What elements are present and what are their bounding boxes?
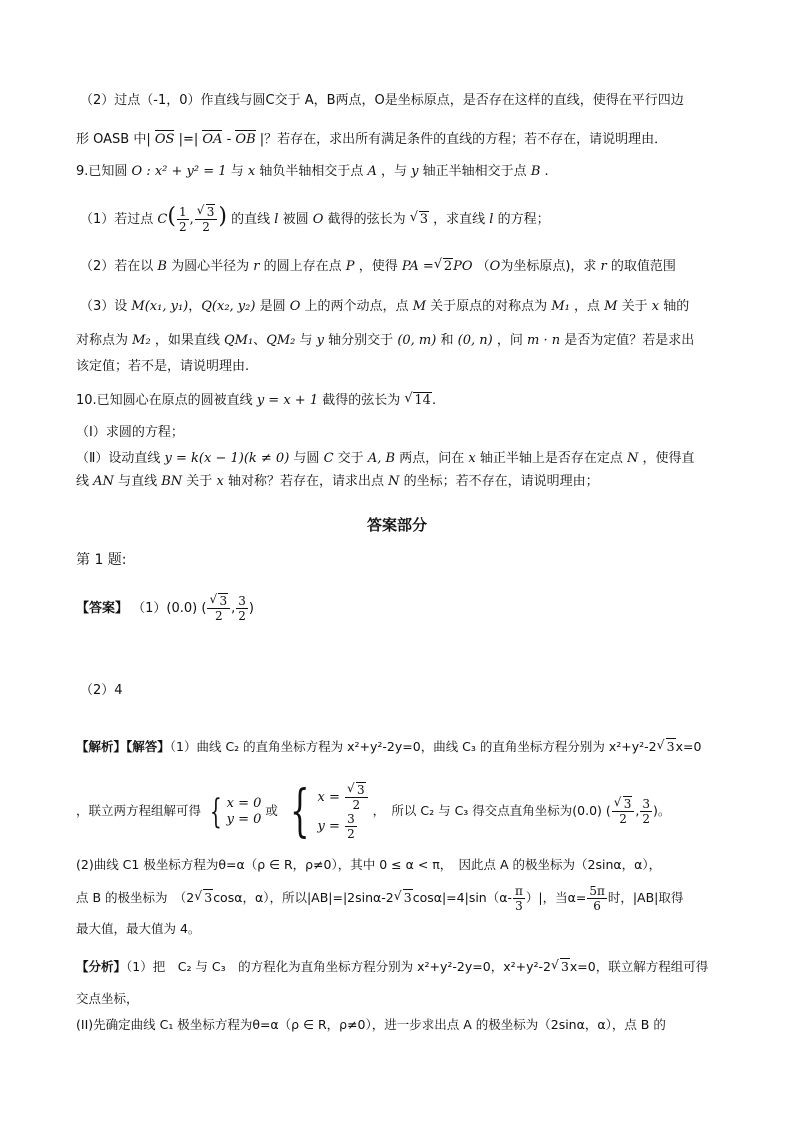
q10-stem [76, 392, 436, 410]
fraction: $\frac{3}{2}$ [238, 594, 246, 623]
q9-var-r: r [600, 259, 607, 274]
q10-stem-text: 10.已知圆心在原点的圆被直线 [76, 393, 253, 408]
q9-stem-text: 轴负半轴相交于点 [259, 164, 364, 179]
fraction: $\frac{3}{2}$ [642, 797, 651, 826]
q10-stem-text: . [431, 393, 437, 408]
q9-part1-text: 的直线 [231, 212, 271, 227]
q9-part2-text: 为圆心半径为 [171, 259, 250, 274]
q10-line-bn: BN [161, 474, 183, 489]
q9-point-m: M [412, 299, 427, 314]
vector-ob: OB [235, 132, 256, 147]
q10-part-ii-line2 [76, 473, 599, 491]
analysis-tag: 【分析】 [76, 959, 127, 974]
q9-part3-text: （3）设 [80, 299, 128, 314]
sqrt-expression: √ 3 [657, 738, 676, 756]
q9-part3-text: 该定值；若不是，请说明理由. [76, 359, 250, 374]
vector-oa: OA [202, 132, 223, 147]
answers-heading: 答案部分 [366, 516, 427, 534]
q10-part-ii-text: （Ⅱ）设动直线 [76, 451, 161, 466]
analysis-text: 交点坐标， [76, 991, 139, 1006]
q9-part3-text: 上的两个动点，点 [304, 299, 409, 314]
equation-system-2: x = √ $\frac{3}{2}$ y = $\frac{3}{2}$ [318, 783, 369, 841]
q9-point-b: B [530, 164, 541, 179]
answer-1-text: ) [248, 601, 254, 616]
brace-icon: { [209, 791, 222, 832]
q9-point-p: P [345, 259, 355, 274]
q9-part2-text: ，使得 [358, 259, 398, 274]
q10-part-ii-text: 的坐标；若不存在，请说明理由； [403, 474, 599, 489]
q9-stem-text: ，与 [381, 164, 408, 179]
answer-tag: 【答案】 [76, 601, 129, 616]
solution-text: ）|，当α= [525, 890, 587, 905]
solution-line-2 [76, 776, 670, 846]
analysis-text: x=0，联立解方程组可得 [569, 959, 709, 974]
q10-part-ii-text: 与圆 [293, 451, 320, 466]
q10-part-i [76, 424, 184, 442]
solution-line-4 [76, 882, 683, 914]
q9-circle-equation: O : x² + y² = 1 [131, 164, 227, 179]
q10-stem-text: 截得的弦长为 [322, 393, 401, 408]
q9-part3-text: ，如果直线 [154, 333, 220, 348]
q9-part3-text: ，点 [573, 299, 600, 314]
q10-part-ii-text: ，使得直 [642, 451, 695, 466]
q9-var-x: x [651, 299, 660, 314]
q10-var-x: x [468, 451, 476, 466]
q9-stem-text: 与 [230, 164, 244, 179]
sqrt-expression: √ 14 [404, 392, 432, 410]
q9-part1-text: ，求直线 [433, 212, 486, 227]
q9-part3-text: ，问 [496, 333, 523, 348]
q9-part3-text: 对称点为 [76, 333, 129, 348]
solution-line-1 [76, 738, 701, 756]
vector-os: OS [154, 132, 175, 147]
analysis-line-2 [76, 990, 139, 1008]
q9-part3-text: 和 [440, 333, 454, 348]
sqrt-expression: √ 2 [434, 258, 453, 276]
answer-line-2 [80, 682, 123, 700]
vector-dash: - [226, 132, 232, 147]
q10-points-ab: A, B [367, 451, 396, 466]
answer-line-1 [76, 592, 254, 626]
question-1-label-text: 第 1 题: [76, 552, 127, 568]
q9-point-m: M(x₁, y₁) [131, 299, 189, 314]
sqrt-expression: √ 3 [194, 882, 213, 914]
q9-part2-text: （2）若在以 [80, 259, 154, 274]
solution-text: 最大值，最大值为 4。 [76, 921, 201, 936]
q9-part1-text: （1）若过点 [80, 212, 154, 227]
solution-tag: 【解析】【解答】 [76, 739, 170, 754]
q8-part2-line2 [76, 131, 667, 149]
sqrt-expression: √ 3 [551, 958, 570, 976]
fraction: √ $\frac{3}{2}$ [207, 594, 230, 623]
fraction: √ $\frac{3}{2}$ [195, 205, 218, 234]
q9-line-qm2: QM₂ [266, 333, 296, 348]
q9-part3-text: 关于 [621, 299, 648, 314]
q9-point-b: B [157, 259, 167, 274]
q9-line-l: l [274, 212, 279, 227]
solution-text: cosα|=4|sin（α- [412, 890, 512, 905]
q9-part3-line3 [76, 358, 249, 376]
q9-equation: PA = [401, 259, 434, 274]
q9-stem-text: 9.已知圆 [76, 164, 128, 179]
q10-line-an: AN [93, 474, 114, 489]
q8-part2-line1 [80, 92, 684, 110]
q9-part3-line2 [76, 332, 694, 350]
q10-part-ii-text: 交于 [337, 451, 364, 466]
q9-line-qm1: QM₁ [223, 333, 254, 348]
q9-circle-o: O [312, 212, 324, 227]
solution-line-5 [76, 920, 200, 938]
analysis-line-3 [76, 1016, 666, 1034]
q10-point-n: N [626, 451, 639, 466]
answer-1-text: , [231, 601, 236, 616]
q9-part3-text: 与 [299, 333, 313, 348]
solution-line-3 [76, 856, 661, 874]
brace-icon: { [289, 778, 310, 844]
solution-text: （1）曲线 C₂ 的直角坐标方程为 x²+y²-2y=0，曲线 C₃ 的直角坐标方程分别为 x²+y²-2 [169, 739, 657, 754]
q9-part3-text: 关于原点的对称点为 [430, 299, 548, 314]
q9-stem [76, 163, 549, 181]
solution-text: 或 [265, 803, 278, 818]
solution-text: (2)曲线 C1 极坐标方程为θ=α（ρ ∈ R，ρ≠0），其中 0 ≤ α < π， 因此点 A 的极坐标为（2sinα，α）， [76, 857, 662, 872]
q10-line-equation: y = x + 1 [256, 393, 319, 408]
q9-var-y: y [411, 164, 419, 179]
q9-part2-text: 为坐标原点)，求 [500, 259, 597, 274]
q9-part2-text: 的取值范围 [610, 259, 676, 274]
answer-2-text: （2）4 [80, 683, 123, 698]
q9-part3-text: 是否为定值？若是求出 [564, 333, 695, 348]
q8-part2-text-b1: 形 OASB 中| [76, 132, 151, 147]
q10-part-ii-text: 线 [76, 474, 90, 489]
fraction: $\frac{1}{2}$ [178, 205, 187, 234]
q9-part1-text: 截得的弦长为 [327, 212, 406, 227]
q8-part2-text: （2）过点（-1，0）作直线与圆C交于 A，B两点，O是坐标原点，是否存在这样的直线，使得在平行四边 [80, 93, 684, 108]
q9-part3-text: ， [188, 299, 202, 314]
answer-1-text: （1）(0.0) ( [132, 601, 207, 616]
fraction: $\frac{\pi}{3}$ [514, 884, 523, 913]
question-1-label [76, 551, 127, 569]
q9-stem-text: . [544, 164, 549, 179]
sqrt-expression: √ 3 [410, 205, 429, 235]
q9-var-x: x [247, 164, 256, 179]
analysis-line-1 [76, 958, 708, 976]
q9-product-mn: m · n [527, 333, 561, 348]
q9-part1-text: 的方程； [497, 212, 550, 227]
fraction: $\frac{5\pi}{6}$ [589, 884, 605, 913]
q9-point-m: M [604, 299, 618, 314]
q10-point-n: N [388, 474, 400, 489]
equation-system-1: x = 0 y = 0 [226, 795, 262, 827]
q9-part1: （1）若过点 C( $\frac{1}{2}$ , √ $\frac{3}{2}$ ) 的直线 l 被圆 O 截得的弦长为 √ 3 ，求直线 l 的方程； [80, 202, 550, 232]
analysis-text: （1）把 C₂ 与 C₃ 的方程化为直角坐标方程分别为 x²+y²-2y=0，x²+y²-2 [126, 959, 551, 974]
solution-text: 点 B 的极坐标为 （2 [76, 890, 195, 905]
solution-text: )。 [653, 803, 671, 818]
q9-origin: O [489, 259, 501, 274]
q9-part2-text: 的圆上存在点 [263, 259, 342, 274]
q10-var-x: x [216, 474, 224, 489]
q9-part3-text: 、 [253, 333, 267, 348]
q9-line-l: l [489, 212, 494, 227]
q9-point-a: A [367, 164, 377, 179]
solution-text: x=0 [675, 739, 702, 754]
q9-stem-text: 轴正半轴相交于点 [422, 164, 527, 179]
q10-part-ii-text: 两点，问在 [399, 451, 465, 466]
q9-point-c: C [157, 212, 168, 227]
q10-dynamic-line: y = k(x − 1)(k ≠ 0) [164, 451, 290, 466]
q9-part2-text: （ [476, 259, 490, 274]
q9-point-0n: (0, n) [457, 333, 493, 348]
q10-part-ii-text: 轴对称？若存在，请求出点 [227, 474, 384, 489]
q9-point-m1: M₁ [551, 299, 570, 314]
q9-part2 [80, 258, 676, 276]
solution-text: cosα，α），所以|AB|=|2sinα-2 [213, 890, 394, 905]
q9-part1-text: 被圆 [282, 212, 309, 227]
sqrt-expression: √ 3 [394, 882, 413, 914]
solution-text: , [635, 803, 640, 818]
solution-text: ， 所以 C₂ 与 C₃ 得交点直角坐标为(0.0) ( [372, 803, 611, 818]
q10-part-ii-line1 [76, 450, 695, 468]
q10-part-ii-text: 关于 [186, 474, 213, 489]
q9-circle-o: O [289, 299, 301, 314]
analysis-text: (II)先确定曲线 C₁ 极坐标方程为θ=α（ρ ∈ R，ρ≠0），进一步求出点 A 的极坐标为（2sinα，α），点 B 的 [76, 1017, 666, 1032]
solution-text: ，联立两方程组解可得 [76, 803, 202, 818]
fraction: √ $\frac{3}{2}$ [612, 797, 635, 826]
q9-equation: PO [453, 259, 473, 274]
q9-part3-text: 轴的 [663, 299, 690, 314]
q9-point-q: Q(x₂, y₂) [201, 299, 256, 314]
q10-part-ii-text: 与直线 [118, 474, 158, 489]
q10-part-ii-text: 轴正半轴上是否存在定点 [479, 451, 623, 466]
q9-var-y: y [316, 333, 325, 348]
q8-part2-text-b3: |？若存在，求出所有满足条件的直线的方程；若不存在，请说明理由． [259, 132, 668, 147]
q9-part3-text: 轴分别交于 [328, 333, 394, 348]
q9-part3-line1 [80, 298, 689, 316]
q9-point-m2: M₂ [132, 333, 151, 348]
q8-part2-text-b2: |=| [178, 132, 199, 147]
q9-var-r: r [253, 259, 260, 274]
q10-circle-c: C [323, 451, 334, 466]
q9-part3-text: 是圆 [259, 299, 286, 314]
q9-point-0m: (0, m) [397, 333, 437, 348]
solution-text: 时，|AB|取得 [607, 890, 684, 905]
q10-part-i-text: （Ⅰ）求圆的方程； [76, 425, 184, 440]
